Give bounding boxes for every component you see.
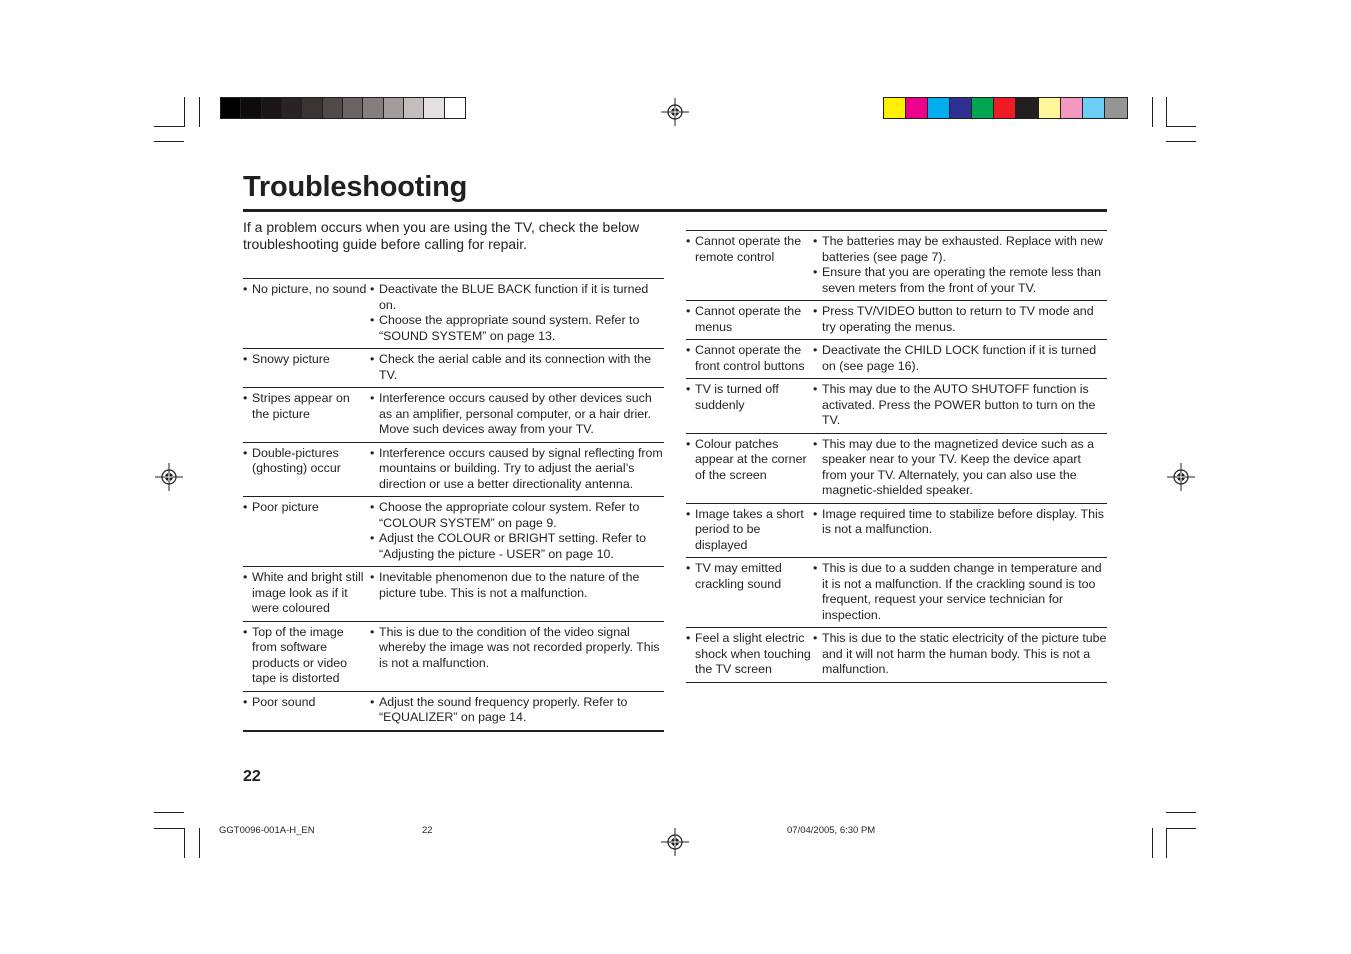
table-row [243,567,664,622]
color-swatch [1083,98,1105,118]
remedy-cell [370,621,664,691]
troubleshooting-table-right [686,230,1107,683]
registration-mark-icon [661,98,689,126]
bullet: • [686,234,691,248]
problem-cell [686,301,813,340]
problem-cell [686,628,813,683]
remedy-text: Adjust the COLOUR or BRIGHT setting. Refer to “Adjusting the picture - USER” on page 10. [379,531,646,561]
grayscale-bar [220,97,466,119]
gray-swatch [282,98,302,118]
problem-text: White and bright still image look as if it were coloured [252,570,364,615]
problem-text: Cannot operate the remote control [695,234,802,264]
table-row [243,442,664,497]
remedy-cell [813,503,1107,558]
table-row [243,621,664,691]
remedy-cell [370,497,664,567]
table-row [243,349,664,388]
bullet: • [370,313,375,327]
crop-mark [154,141,184,142]
table-row [243,497,664,567]
gray-swatch [445,98,465,118]
problem-cell [243,349,370,388]
remedy-text: Adjust the sound frequency properly. Refer to “EQUALIZER” on page 14. [379,694,628,724]
bullet: • [813,234,818,248]
remedy-text: Deactivate the CHILD LOCK function if it is turned on (see page 16). [822,343,1097,373]
bullet: • [243,570,248,584]
remedy-cell [370,442,664,497]
gray-swatch [363,98,383,118]
bullet: • [370,391,375,405]
remedy-text: Deactivate the BLUE BACK function if it is turned on. [379,282,649,312]
registration-mark-icon [155,463,183,491]
bullet: • [813,506,818,521]
footer-page: 22 [422,825,433,836]
bullet: • [370,352,375,366]
crop-mark [1166,141,1196,142]
table-row [686,340,1107,379]
remedy-text: This is due to the static electricity of the picture tube and it will not harm the human body. This is not a malfunction. [822,631,1107,676]
bullet: • [813,436,818,451]
gray-swatch [262,98,282,118]
table-row [686,231,1107,301]
color-calibration-bar [883,97,1128,119]
crop-mark [184,97,185,127]
bullet: • [370,531,375,545]
problem-cell [243,497,370,567]
bullet: • [686,631,691,645]
remedy-cell [813,231,1107,301]
color-swatch [994,98,1016,118]
problem-text: Double-pictures (ghosting) occur [252,445,341,475]
bullet: • [243,391,248,405]
bullet: • [370,694,375,709]
remedy-text: The batteries may be exhausted. Replace with new batteries (see page 7). [822,234,1104,264]
remedy-text: Image required time to stabilize before display. This is not a malfunction. [822,506,1104,536]
remedy-cell [813,433,1107,503]
problem-cell [243,621,370,691]
problem-text: Top of the image from software products or video tape is distorted [252,624,348,685]
bullet: • [686,304,691,318]
problem-cell [243,388,370,443]
bullet: • [686,436,691,451]
troubleshooting-table-left [243,278,664,732]
color-swatch [1105,98,1127,118]
bullet: • [370,570,375,584]
remedy-text: Choose the appropriate colour system. Refer to “COLOUR SYSTEM” on page 9. [379,500,640,530]
problem-cell [243,567,370,622]
bullet: • [686,561,691,575]
remedy-cell [813,628,1107,683]
color-swatch [1016,98,1038,118]
remedy-text: Interference occurs caused by signal reflecting from mountains or building. Try to adjust the aerial’s direction or use a better directionality antenna. [379,445,663,491]
page-title: Troubleshooting [243,171,468,203]
remedy-cell [813,301,1107,340]
gray-swatch [343,98,363,118]
color-swatch [928,98,950,118]
problem-cell [243,442,370,497]
registration-mark-icon [661,828,689,856]
gray-swatch [302,98,322,118]
remedy-text: This is due to the condition of the video signal whereby the image was not recorded properly. This is not a malfunction. [379,624,660,670]
bullet: • [686,343,691,357]
problem-cell [686,433,813,503]
crop-mark [184,828,185,858]
bullet: • [686,382,691,396]
bullet: • [813,631,818,645]
bullet: • [686,506,691,521]
problem-text: Snowy picture [252,352,330,366]
bullet: • [243,624,248,639]
remedy-text: Ensure that you are operating the remote less than seven meters from the front of your TV. [822,265,1101,295]
remedy-cell [813,340,1107,379]
problem-text: Poor picture [252,500,319,514]
bullet: • [813,561,818,575]
gray-swatch [384,98,404,118]
bullet: • [813,265,818,279]
registration-mark-icon [1167,463,1195,491]
remedy-text: This is due to a sudden change in temperature and it is not a malfunction. If the crackling sound is too frequent, request your service technician for inspection. [822,561,1102,622]
crop-mark [154,126,184,127]
table-row [243,388,664,443]
crop-mark [154,828,184,829]
problem-cell [243,691,370,731]
problem-text: TV is turned off suddenly [695,382,779,412]
title-rule [243,209,1107,212]
table-row [686,379,1107,434]
problem-text: No picture, no sound [252,282,367,296]
gray-swatch [404,98,424,118]
bullet: • [243,445,248,460]
table-row [686,433,1107,503]
footer-file-name: GGT0096-001A-H_EN [219,825,315,836]
color-swatch [884,98,906,118]
bullet: • [813,304,818,318]
gray-swatch [241,98,261,118]
table-row [243,279,664,349]
table-row [243,691,664,731]
bullet: • [243,352,248,366]
bullet: • [813,343,818,357]
remedy-text: Choose the appropriate sound system. Refer to “SOUND SYSTEM” on page 13. [379,313,640,343]
page-number: 22 [243,768,261,785]
remedy-text: Inevitable phenomenon due to the nature of the picture tube. This is not a malfunction. [379,570,640,600]
bullet: • [243,282,248,296]
remedy-cell [370,388,664,443]
problem-cell [686,379,813,434]
table-row [686,503,1107,558]
color-swatch [1061,98,1083,118]
problem-text: Image takes a short period to be displayed [695,506,804,552]
bullet: • [813,382,818,396]
crop-mark [1166,126,1196,127]
bullet: • [370,445,375,460]
problem-text: Poor sound [252,694,316,709]
problem-text: Cannot operate the menus [695,304,802,334]
bullet: • [370,624,375,639]
gray-swatch [221,98,241,118]
table-row [686,628,1107,683]
remedy-cell [370,691,664,731]
crop-mark [1166,812,1196,813]
bullet: • [243,500,248,514]
crop-mark [1166,97,1167,127]
bullet: • [370,282,375,296]
bullet: • [370,500,375,514]
crop-mark [154,812,184,813]
remedy-text: Press TV/VIDEO button to return to TV mode and try operating the menus. [822,304,1094,334]
problem-text: Feel a slight electric shock when touching the TV screen [695,631,811,676]
problem-text: Cannot operate the front control buttons [695,343,805,373]
bullet: • [243,694,248,709]
crop-mark [1166,828,1167,858]
remedy-cell [370,279,664,349]
remedy-text: Check the aerial cable and its connection with the TV. [379,352,652,382]
color-swatch [972,98,994,118]
crop-mark [199,97,200,127]
footer-datetime: 07/04/2005, 6:30 PM [787,825,876,836]
gray-swatch [323,98,343,118]
crop-mark [1152,97,1153,127]
remedy-text: This may due to the AUTO SHUTOFF function is activated. Press the POWER button to turn on the TV. [822,382,1096,427]
problem-text: Stripes appear on the picture [252,391,350,421]
color-swatch [1039,98,1061,118]
gray-swatch [424,98,444,118]
remedy-cell [370,567,664,622]
remedy-text: Interference occurs caused by other devices such as an amplifier, personal computer, or a hair drier. Move such devices away from your TV. [379,391,652,436]
remedy-cell [370,349,664,388]
color-swatch [950,98,972,118]
intro-text: If a problem occurs when you are using the TV, check the below troubleshooting guide before calling for repair. [243,219,640,252]
remedy-cell [813,558,1107,628]
problem-cell [686,340,813,379]
problem-cell [243,279,370,349]
crop-mark [199,828,200,858]
remedy-text: This may due to the magnetized device such as a speaker near to your TV. Keep the device apart from your TV. Alternately, you can also use the magnetic-shielded speaker. [822,436,1095,497]
table-row [686,301,1107,340]
problem-cell [686,558,813,628]
remedy-cell [813,379,1107,434]
problem-text: Colour patches appear at the corner of the screen [695,436,807,482]
color-swatch [906,98,928,118]
crop-mark [1166,828,1196,829]
problem-cell [686,231,813,301]
problem-cell [686,503,813,558]
crop-mark [1152,828,1153,858]
table-row [686,558,1107,628]
problem-text: TV may emitted crackling sound [695,561,782,591]
